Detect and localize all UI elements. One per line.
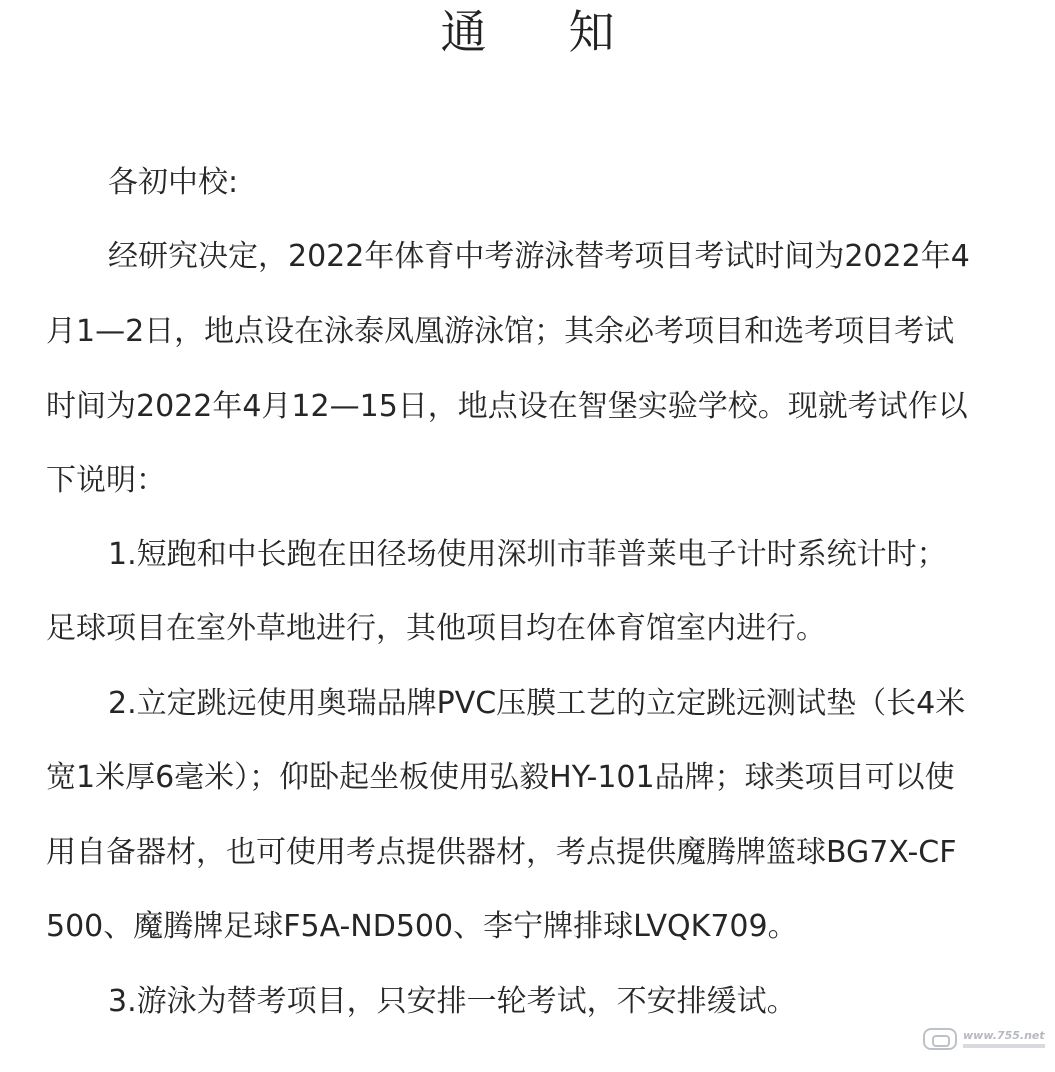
item-1-line-2: 足球项目在室外草地进行，其他项目均在体育馆室内进行。: [46, 611, 826, 646]
item-2-line-1: 2.立定跳远使用奥瑞品牌PVC压膜工艺的立定跳远测试垫（长4米: [108, 686, 966, 721]
item-1-line-1: 1.短跑和中长跑在田径场使用深圳市菲普莱电子计时系统计时；: [108, 537, 947, 572]
watermark-text: [963, 1030, 1045, 1048]
site-logo-icon: [923, 1028, 957, 1050]
body-line-2: 月1—2日，地点设在泳泰凤凰游泳馆；其余必考项目和选考项目考试: [46, 314, 955, 349]
notice-title: 通知: [440, 5, 697, 59]
watermark-subtext-bar: [963, 1044, 1045, 1048]
watermark-url: www.755.net: [963, 1029, 1045, 1042]
site-watermark: [923, 1026, 1045, 1052]
item-2-line-2: 宽1米厚6毫米）；仰卧起坐板使用弘毅HY-101品牌；球类项目可以使: [46, 760, 955, 795]
body-line-1: 经研究决定，2022年体育中考游泳替考项目考试时间为2022年4: [108, 239, 970, 274]
item-3-line-1: 3.游泳为替考项目，只安排一轮考试，不安排缓试。: [108, 984, 797, 1019]
salutation: 各初中校:: [108, 165, 239, 200]
item-2-line-4: 500、魔腾牌足球F5A-ND500、李宁牌排球LVQK709。: [46, 909, 798, 944]
body-line-3: 时间为2022年4月12—15日，地点设在智堡实验学校。现就考试作以: [46, 389, 968, 424]
body-line-4: 下说明：: [46, 463, 166, 498]
item-2-line-3: 用自备器材，也可使用考点提供器材，考点提供魔腾牌篮球BG7X-CF: [46, 835, 957, 870]
